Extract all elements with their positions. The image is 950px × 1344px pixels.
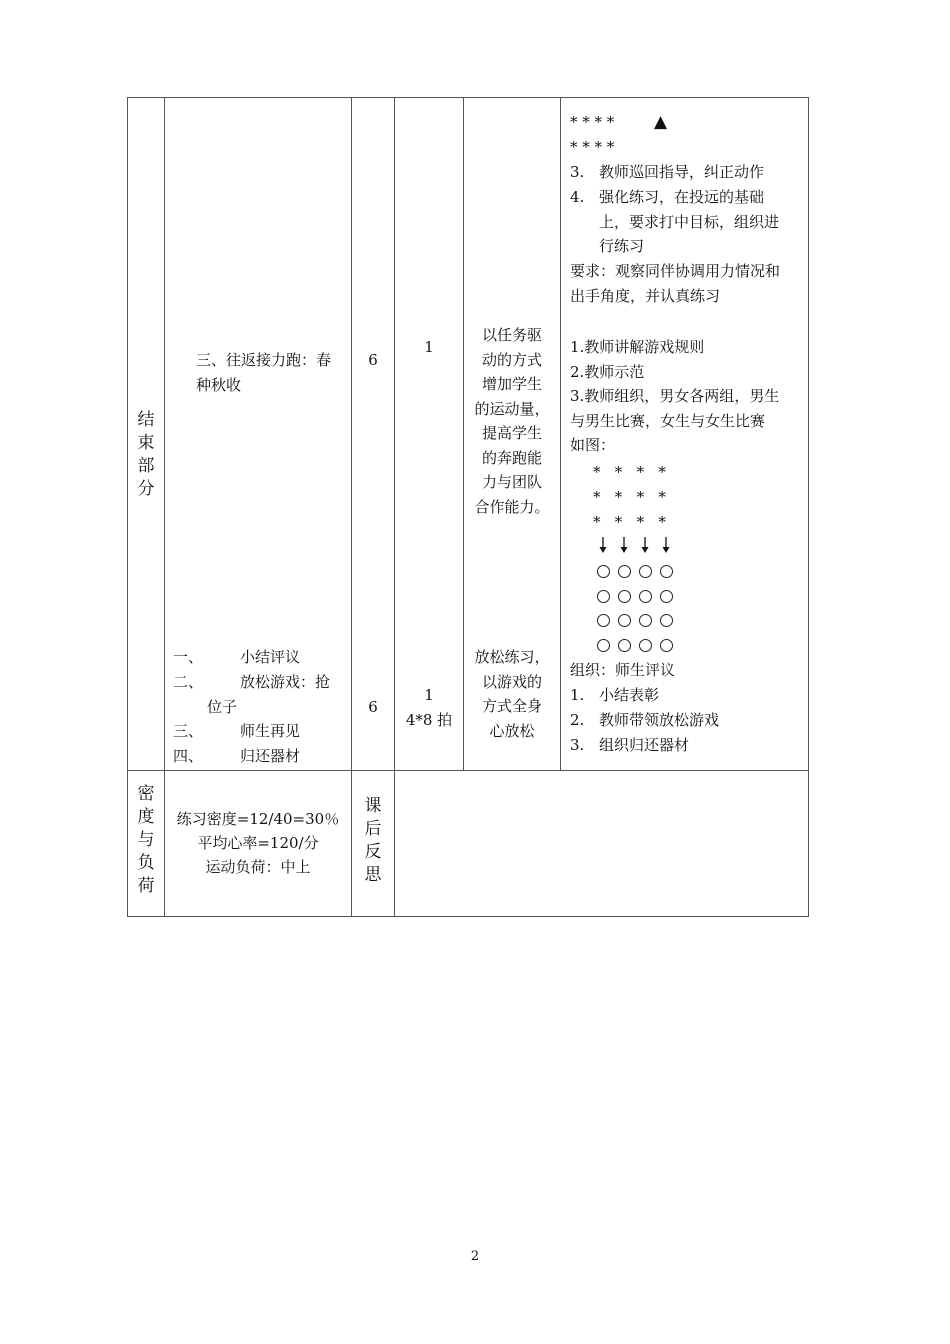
closing-purpose: 放松练习， 以游戏的 方式全身 心放松 [474, 648, 550, 740]
requirement-text: 要求：观察同伴协调用力情况和 出手角度，并认真练习 [570, 262, 781, 305]
closing-count: 1 4*8 拍 [405, 686, 453, 729]
circle-icon [597, 565, 610, 578]
circle-icon [618, 639, 631, 652]
list-item: 四、 [173, 747, 204, 765]
page-number: 2 [470, 1249, 480, 1264]
list-item: 师生再见 [240, 722, 301, 740]
list-item: 三、 [173, 722, 204, 740]
formation-row: * * * * [593, 513, 666, 531]
circle-icon [639, 565, 652, 578]
circle-icon [639, 590, 652, 603]
col-divider [164, 97, 165, 917]
list-item: 一、 [173, 648, 204, 666]
relay-count: 1 [424, 338, 434, 356]
circle-icon [660, 590, 673, 603]
down-arrow-icon [618, 537, 630, 553]
formation-row: * * * * [593, 488, 666, 506]
step-num: 3. [570, 163, 585, 181]
col-divider [560, 97, 561, 771]
list-item: 归还器材 [240, 747, 301, 765]
circle-icon [660, 614, 673, 627]
relay-purpose: 以任务驱 动的方式 增加学生 的运动量， 提高学生 的奔跑能 力与团队 合作能力。 [474, 326, 550, 516]
step-text: 教师带领放松游戏 [599, 711, 720, 729]
table-border-left [127, 97, 128, 917]
circle-icon [660, 639, 673, 652]
table-border-top [127, 97, 809, 98]
list-item: 放松游戏：抢 [240, 673, 331, 691]
circle-icon [660, 565, 673, 578]
table-border-bottom [127, 916, 809, 917]
closing-org-title: 组织：师生评议 [570, 661, 676, 679]
table-border-right [808, 97, 809, 917]
section-label-ending: 结 束 部 分 [137, 410, 155, 499]
circle-icon [639, 639, 652, 652]
step-text: 强化练习，在投远的基础 上，要求打中目标，组织进 行练习 [599, 188, 780, 255]
circle-icon [597, 590, 610, 603]
formation-row: * * * * [570, 138, 615, 156]
game-steps: 1.教师讲解游戏规则 2.教师示范 3.教师组织，男女各两组，男生 与男生比赛，女生与女生比赛 如图： [570, 338, 780, 454]
circle-icon [618, 614, 631, 627]
formation-row: * * * * [570, 113, 615, 131]
down-arrow-icon [660, 537, 672, 553]
circle-icon [618, 590, 631, 603]
col-divider [394, 97, 395, 917]
down-arrow-icon [639, 537, 651, 553]
relay-race-title: 三、往返接力跑：春 种秋收 [196, 351, 332, 394]
density-values: 练习密度=12/40=30％ 平均心率=120/分 运动负荷：中上 [176, 810, 340, 876]
step-text: 小结表彰 [599, 686, 660, 704]
circle-icon [597, 614, 610, 627]
step-num: 2. [570, 711, 585, 729]
relay-times: 6 [368, 351, 378, 369]
section-label-density: 密 度 与 负 荷 [137, 784, 155, 896]
step-num: 1. [570, 686, 585, 704]
circle-icon [597, 639, 610, 652]
teacher-triangle-icon: ▲ [654, 112, 668, 132]
step-text: 组织归还器材 [599, 736, 690, 754]
list-item: 位子 [207, 698, 238, 716]
step-num: 3. [570, 736, 585, 754]
row-divider [127, 770, 809, 771]
down-arrow-icon [597, 537, 609, 553]
closing-times: 6 [368, 698, 378, 716]
circle-icon [639, 614, 652, 627]
list-item: 二、 [173, 673, 204, 691]
reflection-label: 课 后 反 思 [364, 796, 382, 885]
step-num: 4. [570, 188, 585, 206]
list-item: 小结评议 [240, 648, 301, 666]
step-text: 教师巡回指导，纠正动作 [599, 163, 765, 181]
col-divider [351, 97, 352, 917]
circle-icon [618, 565, 631, 578]
formation-row: * * * * [593, 463, 666, 481]
